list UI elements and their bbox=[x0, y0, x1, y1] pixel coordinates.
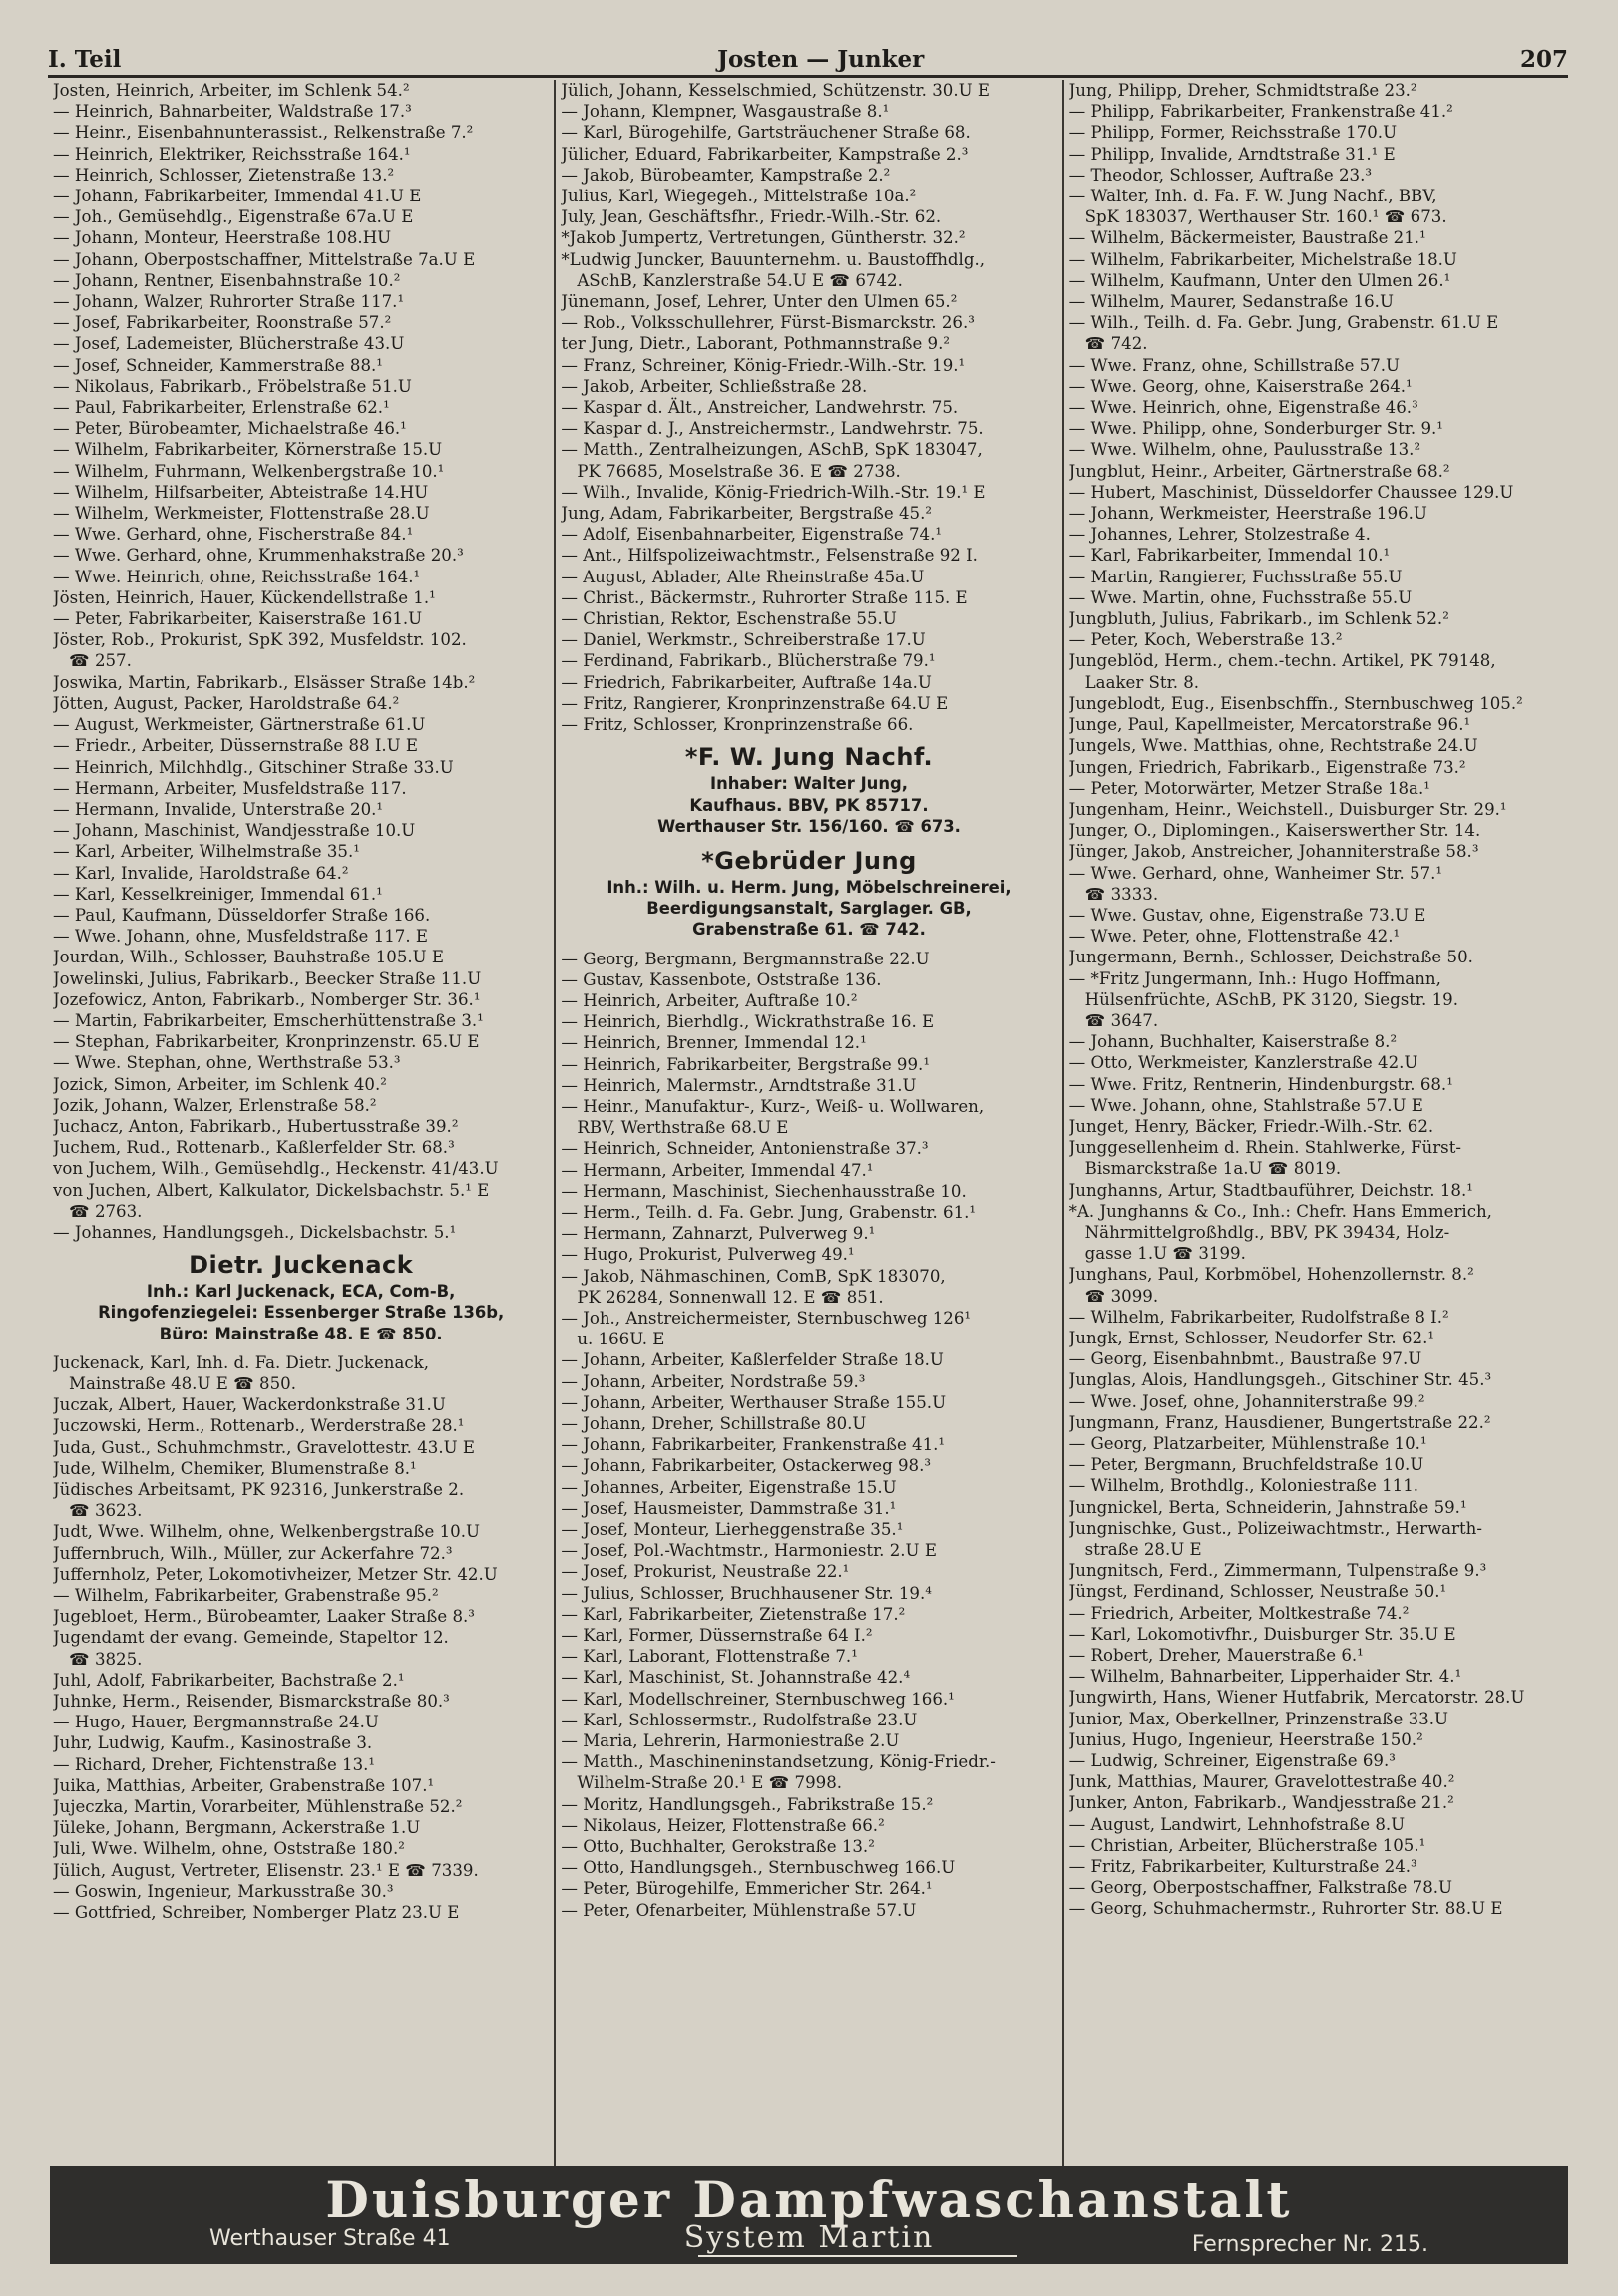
directory-entry: Jungbluth, Julius, Fabrikarb., im Schlenk 52.² bbox=[1068, 609, 1449, 629]
directory-entry: — Otto, Handlungsgeh., Sternbuschweg 166.U bbox=[561, 1858, 956, 1878]
inline-advertisement bbox=[561, 845, 1056, 941]
directory-entry: — Heinrich, Bahnarbeiter, Waldstraße 17.³ bbox=[53, 102, 412, 122]
section-label: I. Teil bbox=[48, 46, 122, 73]
directory-entry: Jülicher, Eduard, Fabrikarbeiter, Kampstraße 2.³ bbox=[561, 144, 969, 164]
directory-entry: — Hermann, Maschinist, Siechenhausstraße 10. bbox=[561, 1181, 967, 1201]
directory-entry: — Wilhelm, Fabrikarbeiter, Michelstraße 18.U bbox=[1068, 249, 1457, 269]
directory-entry: Juli, Wwe. Wilhelm, ohne, Oststraße 180.² bbox=[53, 1839, 405, 1859]
directory-entry: Jungmann, Franz, Hausdiener, Bungertstraße 22.² bbox=[1068, 1412, 1491, 1432]
directory-entry: — Karl, Lokomotivfhr., Duisburger Str. 35.U E bbox=[1068, 1624, 1456, 1644]
directory-entry: Jöster, Rob., Prokurist, SpK 392, Musfeldstr. 102. bbox=[53, 630, 467, 650]
directory-entry: Juhl, Adolf, Fabrikarbeiter, Bachstraße 2.¹ bbox=[53, 1670, 405, 1690]
advertisement-line: Büro: Mainstraße 48. E ☎ 850. bbox=[159, 1324, 443, 1343]
directory-entry: Jungk, Ernst, Schlosser, Neudorfer Str. 62.¹ bbox=[1068, 1328, 1435, 1347]
directory-entry: Jugendamt der evang. Gemeinde, Stapeltor 12. bbox=[53, 1628, 449, 1648]
directory-entry: Jüdisches Arbeitsamt, PK 92316, Junkerstraße 2. bbox=[53, 1480, 465, 1499]
directory-entry: Juchacz, Anton, Fabrikarb., Hubertusstraße 39.² bbox=[53, 1116, 459, 1136]
directory-entry: — Josef, Pol.-Wachtmstr., Harmoniestr. 2.U E bbox=[561, 1541, 937, 1561]
directory-entry: Jude, Wilhelm, Chemiker, Blumenstraße 8.¹ bbox=[53, 1458, 417, 1478]
advertisement-line: Inh.: Wilh. u. Herm. Jung, Möbelschreinerei, bbox=[607, 877, 1011, 897]
directory-entry: — Fritz, Schlosser, Kronprinzenstraße 66. bbox=[561, 715, 914, 735]
directory-entry: Jungwirth, Hans, Wiener Hutfabrik, Mercatorstr. 28.U bbox=[1068, 1688, 1525, 1708]
directory-entry: — Philipp, Fabrikarbeiter, Frankenstraße 41.² bbox=[1068, 102, 1453, 122]
directory-entry: — Wilhelm, Maurer, Sedanstraße 16.U bbox=[1068, 292, 1394, 312]
directory-entry: — Karl, Fabrikarbeiter, Immendal 10.¹ bbox=[1068, 546, 1391, 566]
directory-entry-continuation: Wilhelm-Straße 20.¹ E ☎ 7998. bbox=[577, 1773, 843, 1793]
banner-phone: Fernsprecher Nr. 215. bbox=[1191, 2232, 1428, 2257]
directory-entry: — Wwe. Josef, ohne, Johanniterstraße 99.² bbox=[1068, 1391, 1425, 1411]
directory-entry: Judt, Wwe. Wilhelm, ohne, Welkenbergstraße 10.U bbox=[53, 1522, 480, 1542]
directory-entry: — Heinrich, Malermstr., Arndtstraße 31.U bbox=[561, 1075, 917, 1095]
advertisement-line: Grabenstraße 61. ☎ 742. bbox=[692, 920, 926, 940]
directory-entry: — Johann, Walzer, Ruhrorter Straße 117.¹ bbox=[53, 292, 405, 312]
directory-entry-continuation: Bismarckstraße 1a.U ☎ 8019. bbox=[1084, 1159, 1342, 1179]
directory-entry: Junk, Matthias, Maurer, Gravelottestraße 40.² bbox=[1068, 1772, 1455, 1792]
directory-entry: Jülich, August, Vertreter, Elisenstr. 23.¹ E ☎ 7339. bbox=[53, 1860, 479, 1880]
directory-entry: Julius, Karl, Wiegegeh., Mittelstraße 10a.² bbox=[561, 187, 917, 206]
directory-entry: — Peter, Bürobeamter, Michaelstraße 46.¹ bbox=[53, 419, 407, 439]
directory-entry: — Otto, Buchhalter, Gerokstraße 13.² bbox=[561, 1837, 875, 1857]
directory-entry: — Karl, Arbeiter, Wilhelmstraße 35.¹ bbox=[53, 842, 360, 862]
directory-entry: — Wilh., Teilh. d. Fa. Gebr. Jung, Grabenstr. 61.U E bbox=[1068, 313, 1499, 333]
directory-entry: — Johannes, Handlungsgeh., Dickelsbachstr. 5.¹ bbox=[53, 1222, 457, 1242]
directory-entry-continuation: ☎ 3099. bbox=[1084, 1286, 1159, 1306]
directory-column-1 bbox=[48, 80, 556, 2166]
directory-entry: Jünger, Jakob, Anstreicher, Johanniterstraße 58.³ bbox=[1068, 842, 1479, 862]
directory-entry: — Kaspar d. J., Anstreichermstr., Landwehrstr. 75. bbox=[561, 419, 984, 439]
directory-entry: — Franz, Schreiner, König-Friedr.-Wilh.-Str. 19.¹ bbox=[561, 355, 966, 375]
inline-advertisement bbox=[561, 741, 1056, 837]
directory-entry: — Philipp, Former, Reichsstraße 170.U bbox=[1068, 123, 1398, 143]
directory-entry-continuation: ☎ 2763. bbox=[69, 1201, 143, 1221]
directory-entry: *Jakob Jumpertz, Vertretungen, Güntherstr. 32.² bbox=[561, 228, 966, 248]
directory-entry: — Peter, Ofenarbeiter, Mühlenstraße 57.U bbox=[561, 1900, 917, 1920]
directory-entry: — Ludwig, Schreiner, Eigenstraße 69.³ bbox=[1068, 1751, 1396, 1771]
directory-entry: — Ant., Hilfspolizeiwachtmstr., Felsenstraße 92 I. bbox=[561, 546, 978, 566]
directory-entry: ter Jung, Dietr., Laborant, Pothmannstraße 9.² bbox=[561, 334, 951, 354]
directory-entry: — Peter, Koch, Weberstraße 13.² bbox=[1068, 630, 1343, 650]
directory-entry: *A. Junghanns & Co., Inh.: Chefr. Hans Emmerich, bbox=[1068, 1201, 1492, 1221]
directory-entry: — Karl, Kesselkreiniger, Immendal 61.¹ bbox=[53, 884, 383, 904]
directory-entry: Juczak, Albert, Hauer, Wackerdonkstraße 31.U bbox=[53, 1395, 446, 1415]
directory-entry: — Hubert, Maschinist, Düsseldorfer Chaussee 129.U bbox=[1068, 482, 1514, 502]
directory-entry: Jülich, Johann, Kesselschmied, Schützenstr. 30.U E bbox=[561, 81, 990, 100]
directory-entry: — Wwe. Gustav, ohne, Eigenstraße 73.U E bbox=[1068, 905, 1426, 925]
directory-entry: — Hugo, Prokurist, Pulverweg 49.¹ bbox=[561, 1245, 855, 1265]
directory-entry: — Heinr., Manufaktur-, Kurz-, Weiß- u. Wollwaren, bbox=[561, 1096, 985, 1116]
directory-entry: — Johann, Arbeiter, Nordstraße 59.³ bbox=[561, 1371, 866, 1391]
directory-entry-continuation: Nährmittelgroßhdlg., BBV, PK 39434, Holz- bbox=[1084, 1222, 1450, 1242]
directory-entry: — Johann, Buchhalter, Kaiserstraße 8.² bbox=[1068, 1032, 1398, 1052]
directory-entry: — Wwe. Fritz, Rentnerin, Hindenburgstr. 68.¹ bbox=[1068, 1074, 1453, 1094]
directory-entry: — Wwe. Stephan, ohne, Werthstraße 53.³ bbox=[53, 1053, 401, 1073]
directory-entry-continuation: ☎ 257. bbox=[69, 651, 132, 671]
directory-entry: — Walter, Inh. d. Fa. F. W. Jung Nachf., BBV, bbox=[1068, 187, 1437, 206]
advertisement-line: Ringofenziegelei: Essenberger Straße 136b, bbox=[98, 1303, 505, 1323]
directory-entry: — Adolf, Eisenbahnarbeiter, Eigenstraße 74.¹ bbox=[561, 525, 943, 545]
directory-entry: — Karl, Laborant, Flottenstraße 7.¹ bbox=[561, 1647, 858, 1667]
directory-entry: — Johann, Arbeiter, Werthauser Straße 155.U bbox=[561, 1392, 947, 1412]
directory-entry: — Johann, Fabrikarbeiter, Immendal 41.U E bbox=[53, 187, 422, 206]
directory-entry: Jüleke, Johann, Bergmann, Ackerstraße 1.U bbox=[53, 1818, 421, 1838]
directory-entry: — Heinrich, Schlosser, Zietenstraße 13.² bbox=[53, 165, 395, 185]
directory-entry: Jungnitsch, Ferd., Zimmermann, Tulpenstraße 9.³ bbox=[1068, 1561, 1487, 1581]
directory-entry: von Juchem, Wilh., Gemüsehdlg., Heckenstr. 41/43.U bbox=[53, 1159, 499, 1179]
directory-entry: — Karl, Maschinist, St. Johannstraße 42.⁴ bbox=[561, 1668, 911, 1688]
advertisement-title: Dietr. Juckenack bbox=[189, 1251, 414, 1280]
directory-entry-continuation: Hülsenfrüchte, ASchB, PK 3120, Siegstr. 19. bbox=[1084, 989, 1458, 1009]
directory-entry: Junior, Max, Oberkellner, Prinzenstraße 33.U bbox=[1068, 1709, 1448, 1728]
directory-entry: — Fritz, Fabrikarbeiter, Kulturstraße 24.³ bbox=[1068, 1857, 1417, 1877]
directory-entry: — Moritz, Handlungsgeh., Fabrikstraße 15.² bbox=[561, 1794, 934, 1814]
directory-entry: — Johann, Klempner, Wasgaustraße 8.¹ bbox=[561, 102, 890, 122]
directory-entry: — Karl, Bürogehilfe, Gartsträuchener Straße 68. bbox=[561, 123, 971, 143]
directory-entry: — Karl, Fabrikarbeiter, Zietenstraße 17.² bbox=[561, 1604, 906, 1624]
directory-entry: Jüngst, Ferdinand, Schlosser, Neustraße 50.¹ bbox=[1068, 1582, 1447, 1602]
directory-entry: — Johann, Fabrikarbeiter, Ostackerweg 98.³ bbox=[561, 1456, 932, 1476]
directory-entry: Jowelinski, Julius, Fabrikarb., Beecker Straße 11.U bbox=[53, 968, 482, 988]
directory-entry: Juika, Matthias, Arbeiter, Grabenstraße 107.¹ bbox=[53, 1775, 435, 1795]
directory-entry: Junglas, Alois, Handlungsgeh., Gitschiner Str. 45.³ bbox=[1068, 1370, 1492, 1390]
directory-entry: — Heinrich, Milchhdlg., Gitschiner Straße 33.U bbox=[53, 757, 454, 777]
directory-entry: — Wwe. Peter, ohne, Flottenstraße 42.¹ bbox=[1068, 927, 1401, 947]
directory-entry-continuation: straße 28.U E bbox=[1084, 1540, 1202, 1560]
directory-entry: — August, Ablader, Alte Rheinstraße 45a.U bbox=[561, 567, 925, 586]
directory-entry: Jourdan, Wilh., Schlosser, Bauhstraße 105.U E bbox=[53, 948, 445, 967]
directory-entry: Juczowski, Herm., Rottenarb., Werderstraße 28.¹ bbox=[53, 1416, 465, 1436]
directory-entry: — Georg, Schuhmachermstr., Ruhrorter Str. 88.U E bbox=[1068, 1899, 1503, 1919]
directory-entry: — Heinrich, Fabrikarbeiter, Bergstraße 99.¹ bbox=[561, 1054, 930, 1074]
directory-entry: Jung, Adam, Fabrikarbeiter, Bergstraße 45.² bbox=[561, 504, 933, 524]
directory-entry: — Wwe. Gerhard, ohne, Fischerstraße 84.¹ bbox=[53, 525, 414, 545]
directory-entry: — Johann, Dreher, Schillstraße 80.U bbox=[561, 1413, 867, 1433]
directory-entry: — Otto, Werkmeister, Kanzlerstraße 42.U bbox=[1068, 1053, 1418, 1073]
directory-entry: — Johann, Oberpostschaffner, Mittelstraße 7a.U E bbox=[53, 249, 476, 269]
directory-entry: Junge, Paul, Kapellmeister, Mercatorstraße 96.¹ bbox=[1068, 715, 1471, 735]
directory-entry: — Paul, Kaufmann, Düsseldorfer Straße 166. bbox=[53, 905, 431, 925]
directory-entry: Jozik, Johann, Walzer, Erlenstraße 58.² bbox=[53, 1095, 377, 1115]
directory-entry: Juffernholz, Peter, Lokomotivheizer, Metzer Str. 42.U bbox=[53, 1564, 498, 1584]
directory-entry: Jungenham, Heinr., Weichstell., Duisburger Str. 29.¹ bbox=[1068, 799, 1507, 819]
advertisement-title: *Gebrüder Jung bbox=[701, 846, 917, 875]
directory-entry: — Johann, Werkmeister, Heerstraße 196.U bbox=[1068, 504, 1427, 524]
directory-entry: Juhnke, Herm., Reisender, Bismarckstraße 80.³ bbox=[53, 1692, 450, 1712]
directory-entry: — Johannes, Lehrer, Stolzestraße 4. bbox=[1068, 525, 1371, 545]
directory-entry-continuation: PK 26284, Sonnenwall 12. E ☎ 851. bbox=[577, 1287, 884, 1307]
directory-entry: Junghanns, Artur, Stadtbauführer, Deichstr. 18.¹ bbox=[1068, 1180, 1473, 1200]
directory-entry: Jung, Philipp, Dreher, Schmidtstraße 23.² bbox=[1068, 81, 1417, 100]
directory-entry-continuation: u. 166U. E bbox=[577, 1330, 665, 1349]
directory-entry: — Wwe. Franz, ohne, Schillstraße 57.U bbox=[1068, 355, 1401, 375]
directory-entry: — Christian, Rektor, Eschenstraße 55.U bbox=[561, 609, 897, 629]
directory-entry: — Georg, Platzarbeiter, Mühlenstraße 10.¹ bbox=[1068, 1434, 1427, 1453]
directory-entry: — Richard, Dreher, Fichtenstraße 13.¹ bbox=[53, 1754, 376, 1774]
directory-entry: — Theodor, Schlosser, Auftraße 23.³ bbox=[1068, 165, 1373, 185]
directory-entry: Josten, Heinrich, Arbeiter, im Schlenk 54.² bbox=[53, 81, 410, 100]
directory-entry: — Matth., Maschineninstandsetzung, König-Friedr.- bbox=[561, 1752, 996, 1772]
directory-entry-continuation: ☎ 742. bbox=[1084, 334, 1148, 354]
directory-entry: — Wwe. Georg, ohne, Kaiserstraße 264.¹ bbox=[1068, 376, 1413, 396]
directory-entry: — Wilhelm, Brothdlg., Koloniestraße 111. bbox=[1068, 1476, 1419, 1496]
directory-entry: — Johann, Monteur, Heerstraße 108.HU bbox=[53, 228, 392, 248]
directory-entry: Jungeblöd, Herm., chem.-techn. Artikel, PK 79148, bbox=[1068, 651, 1496, 671]
directory-entry: Junker, Anton, Fabrikarb., Wandjesstraße 21.² bbox=[1068, 1793, 1454, 1813]
directory-entry: — Martin, Rangierer, Fuchsstraße 55.U bbox=[1068, 567, 1403, 586]
directory-entry: — Heinrich, Elektriker, Reichsstraße 164.¹ bbox=[53, 144, 411, 164]
directory-columns bbox=[48, 80, 1570, 2166]
directory-entry: — Heinrich, Brenner, Immendal 12.¹ bbox=[561, 1033, 867, 1053]
directory-entry: — Josef, Lademeister, Blücherstraße 43.U bbox=[53, 334, 405, 354]
directory-entry: — Georg, Bergmann, Bergmannstraße 22.U bbox=[561, 949, 930, 968]
directory-entry: — Rob., Volksschullehrer, Fürst-Bismarckstr. 26.³ bbox=[561, 313, 975, 333]
banner-address: Werthauser Straße 41 bbox=[209, 2226, 451, 2251]
directory-entry: — Heinrich, Schneider, Antonienstraße 37.³ bbox=[561, 1139, 929, 1159]
directory-entry: — Georg, Oberpostschaffner, Falkstraße 78.U bbox=[1068, 1878, 1453, 1898]
page-range-title: Josten — Junker bbox=[717, 46, 925, 73]
directory-entry: — Wilhelm, Fuhrmann, Welkenbergstraße 10.¹ bbox=[53, 461, 445, 481]
directory-column-3 bbox=[1064, 80, 1570, 2166]
directory-entry: — Jakob, Nähmaschinen, ComB, SpK 183070, bbox=[561, 1266, 946, 1286]
directory-entry: — Johann, Fabrikarbeiter, Frankenstraße 41.¹ bbox=[561, 1435, 946, 1455]
directory-entry: — Julius, Schlosser, Bruchhausener Str. 19.⁴ bbox=[561, 1583, 932, 1603]
directory-entry: — Wwe. Heinrich, ohne, Eigenstraße 46.³ bbox=[1068, 398, 1418, 418]
directory-entry: Jungnischke, Gust., Polizeiwachtmstr., Herwarth- bbox=[1068, 1518, 1482, 1538]
directory-entry: — Hermann, Arbeiter, Immendal 47.¹ bbox=[561, 1160, 874, 1180]
directory-entry: — Josef, Fabrikarbeiter, Roonstraße 57.² bbox=[53, 313, 392, 333]
directory-entry: — Wilhelm, Fabrikarbeiter, Rudolfstraße 8 I.² bbox=[1068, 1307, 1449, 1327]
advertisement-banner bbox=[50, 2166, 1568, 2264]
directory-entry-continuation: ☎ 3623. bbox=[69, 1501, 143, 1521]
directory-entry: — Herm., Teilh. d. Fa. Gebr. Jung, Grabenstr. 61.¹ bbox=[561, 1202, 977, 1222]
directory-entry: — Philipp, Invalide, Arndtstraße 31.¹ E bbox=[1068, 144, 1396, 164]
directory-entry: Junger, O., Diplomingen., Kaiserswerther Str. 14. bbox=[1068, 821, 1481, 841]
directory-entry: — Wilhelm, Kaufmann, Unter den Ulmen 26.¹ bbox=[1068, 270, 1451, 290]
directory-entry: — Joh., Gemüsehdlg., Eigenstraße 67a.U E bbox=[53, 207, 414, 227]
directory-entry: — Friedr., Arbeiter, Düssernstraße 88 I.U E bbox=[53, 736, 419, 756]
directory-entry: — Robert, Dreher, Mauerstraße 6.¹ bbox=[1068, 1646, 1364, 1666]
advertisement-line: Inhaber: Walter Jung, bbox=[709, 774, 908, 794]
directory-entry: Jünemann, Josef, Lehrer, Unter den Ulmen 65.² bbox=[561, 292, 958, 312]
directory-entry: — Wwe. Wilhelm, ohne, Paulusstraße 13.² bbox=[1068, 440, 1421, 460]
directory-entry-continuation: ☎ 3333. bbox=[1084, 884, 1159, 904]
directory-entry: Junghans, Paul, Korbmöbel, Hohenzollernstr. 8.² bbox=[1068, 1265, 1474, 1285]
directory-entry-continuation: RBV, Werthstraße 68.U E bbox=[577, 1118, 789, 1138]
directory-entry: — Jakob, Bürobeamter, Kampstraße 2.² bbox=[561, 165, 891, 185]
directory-entry: — Wwe. Heinrich, ohne, Reichsstraße 164.¹ bbox=[53, 567, 421, 586]
directory-entry: Jungermann, Bernh., Schlosser, Deichstraße 50. bbox=[1068, 948, 1473, 967]
directory-entry: — Wilhelm, Fabrikarbeiter, Grabenstraße 95.² bbox=[53, 1586, 439, 1606]
directory-entry: — Martin, Fabrikarbeiter, Emscherhüttenstraße 3.¹ bbox=[53, 1010, 484, 1030]
directory-entry-continuation: Mainstraße 48.U E ☎ 850. bbox=[69, 1373, 296, 1393]
directory-entry: — Johann, Rentner, Eisenbahnstraße 10.² bbox=[53, 270, 401, 290]
directory-entry: — Johann, Arbeiter, Kaßlerfelder Straße 18.U bbox=[561, 1350, 944, 1370]
directory-entry-continuation: ☎ 3825. bbox=[69, 1649, 143, 1669]
directory-entry-continuation: gasse 1.U ☎ 3199. bbox=[1084, 1244, 1246, 1264]
directory-entry: — Daniel, Werkmstr., Schreiberstraße 17.U bbox=[561, 630, 926, 650]
directory-entry: Joswika, Martin, Fabrikarb., Elsässer Straße 14b.² bbox=[53, 672, 476, 692]
advertisement-line: Werthauser Str. 156/160. ☎ 673. bbox=[657, 816, 961, 836]
directory-entry: Jötten, August, Packer, Haroldstraße 64.² bbox=[53, 693, 400, 713]
directory-entry: — Johann, Maschinist, Wandjesstraße 10.U bbox=[53, 821, 416, 841]
directory-entry: — Heinr., Eisenbahnunterassist., Relkenstraße 7.² bbox=[53, 123, 474, 143]
directory-entry: — Jakob, Arbeiter, Schließstraße 28. bbox=[561, 376, 868, 396]
directory-entry: — Paul, Fabrikarbeiter, Erlenstraße 62.¹ bbox=[53, 398, 390, 418]
directory-entry: — Kaspar d. Ält., Anstreicher, Landwehrstr. 75. bbox=[561, 398, 959, 418]
directory-entry: — Fritz, Rangierer, Kronprinzenstraße 64.U E bbox=[561, 693, 949, 713]
directory-entry: — Wilh., Invalide, König-Friedrich-Wilh.-Str. 19.¹ E bbox=[561, 482, 986, 502]
advertisement-title: *F. W. Jung Nachf. bbox=[684, 743, 934, 772]
directory-entry: — Wilhelm, Hilfsarbeiter, Abteistraße 14.HU bbox=[53, 482, 429, 502]
directory-entry: Jungnickel, Berta, Schneiderin, Jahnstraße 59.¹ bbox=[1068, 1497, 1467, 1517]
running-head bbox=[48, 44, 1568, 78]
directory-entry: — Friedrich, Fabrikarbeiter, Auftraße 14a.U bbox=[561, 672, 932, 692]
directory-entry: — Christ., Bäckermstr., Ruhrorter Straße 115. E bbox=[561, 587, 968, 607]
directory-entry: — Josef, Hausmeister, Dammstraße 31.¹ bbox=[561, 1498, 897, 1518]
directory-entry: — Karl, Schlossermstr., Rudolfstraße 23.U bbox=[561, 1710, 918, 1729]
directory-entry: — Peter, Motorwärter, Metzer Straße 18a.¹ bbox=[1068, 778, 1430, 798]
directory-entry: — Stephan, Fabrikarbeiter, Kronprinzenstr. 65.U E bbox=[53, 1032, 480, 1052]
directory-entry: — Georg, Eisenbahnbmt., Baustraße 97.U bbox=[1068, 1349, 1422, 1369]
directory-column-2 bbox=[556, 80, 1063, 2166]
advertisement-line: Inh.: Karl Juckenack, ECA, Com-B, bbox=[146, 1282, 456, 1302]
banner-system: System Martin bbox=[683, 2220, 935, 2255]
directory-entry: — *Fritz Jungermann, Inh.: Hugo Hoffmann, bbox=[1068, 968, 1441, 988]
directory-entry: Jungen, Friedrich, Fabrikarb., Eigenstraße 73.² bbox=[1068, 757, 1466, 777]
directory-entry-continuation: PK 76685, Moselstraße 36. E ☎ 2738. bbox=[577, 461, 901, 481]
directory-entry: — Heinrich, Arbeiter, Auftraße 10.² bbox=[561, 990, 858, 1010]
banner-underline bbox=[698, 2255, 1017, 2257]
directory-entry-continuation: ASchB, Kanzlerstraße 54.U E ☎ 6742. bbox=[577, 270, 903, 290]
directory-entry: Jungblut, Heinr., Arbeiter, Gärtnerstraße 68.² bbox=[1068, 461, 1450, 481]
directory-entry: — Josef, Schneider, Kammerstraße 88.¹ bbox=[53, 355, 383, 375]
directory-entry: — Josef, Monteur, Lierheggenstraße 35.¹ bbox=[561, 1520, 904, 1539]
directory-entry: — Peter, Bürogehilfe, Emmericher Str. 264.¹ bbox=[561, 1879, 933, 1899]
directory-entry: — Wilhelm, Bahnarbeiter, Lipperhaider Str. 4.¹ bbox=[1068, 1667, 1462, 1687]
directory-entry: — Hugo, Hauer, Bergmannstraße 24.U bbox=[53, 1713, 379, 1732]
directory-entry: — Wwe. Philipp, ohne, Sonderburger Str. 9.¹ bbox=[1068, 419, 1443, 439]
directory-entry: Jösten, Heinrich, Hauer, Kückendellstraße 1.¹ bbox=[53, 587, 436, 607]
advertisement-line: Beerdigungsanstalt, Sarglager. GB, bbox=[646, 899, 972, 919]
directory-entry: — Karl, Modellschreiner, Sternbuschweg 166.¹ bbox=[561, 1689, 955, 1709]
directory-entry: von Juchen, Albert, Kalkulator, Dickelsbachstr. 5.¹ E bbox=[53, 1180, 490, 1200]
directory-entry: — Wwe. Johann, ohne, Stahlstraße 57.U E bbox=[1068, 1095, 1423, 1115]
directory-entry-continuation: Laaker Str. 8. bbox=[1084, 672, 1200, 692]
directory-entry: — Hermann, Zahnarzt, Pulverweg 9.¹ bbox=[561, 1224, 876, 1244]
directory-entry: — Johannes, Arbeiter, Eigenstraße 15.U bbox=[561, 1477, 897, 1497]
directory-entry: — Wwe. Martin, ohne, Fuchsstraße 55.U bbox=[1068, 587, 1413, 607]
directory-entry: Juchem, Rud., Rottenarb., Kaßlerfelder Str. 68.³ bbox=[53, 1138, 455, 1158]
directory-entry: Juda, Gust., Schuhmchmstr., Gravelottestr. 43.U E bbox=[53, 1437, 475, 1457]
directory-entry: — August, Landwirt, Lehnhofstraße 8.U bbox=[1068, 1814, 1406, 1834]
directory-entry: — Josef, Prokurist, Neustraße 22.¹ bbox=[561, 1562, 850, 1582]
directory-entry: — Hermann, Arbeiter, Musfeldstraße 117. bbox=[53, 778, 407, 798]
directory-entry: — Wilhelm, Fabrikarbeiter, Körnerstraße 15.U bbox=[53, 440, 443, 460]
directory-entry: Junggesellenheim d. Rhein. Stahlwerke, Fürst- bbox=[1068, 1138, 1461, 1158]
directory-entry: July, Jean, Geschäftsfhr., Friedr.-Wilh.-Str. 62. bbox=[561, 207, 942, 227]
directory-entry: Junius, Hugo, Ingenieur, Heerstraße 150.² bbox=[1068, 1729, 1423, 1749]
directory-entry: — Gottfried, Schreiber, Nomberger Platz 23.U E bbox=[53, 1903, 460, 1923]
directory-entry: — Karl, Former, Düssernstraße 64 I.² bbox=[561, 1626, 873, 1646]
page-number: 207 bbox=[1519, 46, 1568, 73]
directory-entry: Juckenack, Karl, Inh. d. Fa. Dietr. Juckenack, bbox=[53, 1352, 430, 1372]
directory-entry: — Karl, Invalide, Haroldstraße 64.² bbox=[53, 863, 349, 883]
directory-entry: Jozick, Simon, Arbeiter, im Schlenk 40.² bbox=[53, 1074, 387, 1094]
directory-entry: — Wwe. Gerhard, ohne, Wanheimer Str. 57.¹ bbox=[1068, 863, 1443, 883]
directory-entry: — Hermann, Invalide, Unterstraße 20.¹ bbox=[53, 799, 384, 819]
directory-entry: — Peter, Bergmann, Bruchfeldstraße 10.U bbox=[1068, 1455, 1424, 1475]
directory-entry: Junget, Henry, Bäcker, Friedr.-Wilh.-Str. 62. bbox=[1068, 1116, 1434, 1136]
directory-entry: Jungeblodt, Eug., Eisenbschffn., Sternbuschweg 105.² bbox=[1068, 693, 1523, 713]
inline-advertisement bbox=[53, 1249, 549, 1344]
directory-entry: Jungels, Wwe. Matthias, ohne, Rechtstraße 24.U bbox=[1068, 736, 1478, 756]
directory-entry: — Wilhelm, Werkmeister, Flottenstraße 28.U bbox=[53, 504, 430, 524]
directory-entry: Jozefowicz, Anton, Fabrikarb., Nomberger Str. 36.¹ bbox=[53, 989, 481, 1009]
banner-title: Duisburger Dampfwaschanstalt bbox=[325, 2170, 1293, 2229]
directory-entry: — Nikolaus, Heizer, Flottenstraße 66.² bbox=[561, 1815, 885, 1835]
directory-entry: — Friedrich, Arbeiter, Moltkestraße 74.² bbox=[1068, 1603, 1410, 1623]
directory-entry: — Peter, Fabrikarbeiter, Kaiserstraße 161.U bbox=[53, 609, 423, 629]
directory-entry: Jujeczka, Martin, Vorarbeiter, Mühlenstraße 52.² bbox=[53, 1797, 463, 1817]
directory-entry: — August, Werkmeister, Gärtnerstraße 61.U bbox=[53, 715, 426, 735]
directory-entry: — Wwe. Gerhard, ohne, Krummenhakstraße 20.³ bbox=[53, 546, 464, 566]
directory-entry: — Wilhelm, Bäckermeister, Baustraße 21.¹ bbox=[1068, 228, 1426, 248]
directory-entry: Jugebloet, Herm., Bürobeamter, Laaker Straße 8.³ bbox=[53, 1607, 475, 1627]
directory-entry: *Ludwig Juncker, Bauunternehm. u. Baustoffhdlg., bbox=[561, 249, 986, 269]
directory-entry-continuation: SpK 183037, Werthauser Str. 160.¹ ☎ 673. bbox=[1084, 207, 1447, 227]
directory-entry: — Ferdinand, Fabrikarb., Blücherstraße 79.¹ bbox=[561, 651, 936, 671]
directory-entry: — Maria, Lehrerin, Harmoniestraße 2.U bbox=[561, 1731, 900, 1751]
directory-entry: — Matth., Zentralheizungen, ASchB, SpK 183047, bbox=[561, 440, 983, 460]
directory-entry: — Joh., Anstreichermeister, Sternbuschweg 126¹ bbox=[561, 1308, 972, 1328]
directory-entry: — Christian, Arbeiter, Blücherstraße 105.¹ bbox=[1068, 1835, 1426, 1855]
directory-entry: — Goswin, Ingenieur, Markusstraße 30.³ bbox=[53, 1881, 394, 1901]
directory-entry: — Nikolaus, Fabrikarb., Fröbelstraße 51.U bbox=[53, 376, 412, 396]
directory-entry-continuation: ☎ 3647. bbox=[1084, 1010, 1159, 1030]
advertisement-line: Kaufhaus. BBV, PK 85717. bbox=[689, 795, 929, 815]
directory-entry: Juffernbruch, Wilh., Müller, zur Ackerfahre 72.³ bbox=[53, 1543, 453, 1563]
directory-entry: Juhr, Ludwig, Kaufm., Kasinostraße 3. bbox=[53, 1733, 373, 1753]
directory-entry: — Gustav, Kassenbote, Oststraße 136. bbox=[561, 969, 882, 989]
directory-entry: — Heinrich, Bierhdlg., Wickrathstraße 16. E bbox=[561, 1012, 935, 1032]
directory-entry: — Wwe. Johann, ohne, Musfeldstraße 117. E bbox=[53, 927, 428, 947]
